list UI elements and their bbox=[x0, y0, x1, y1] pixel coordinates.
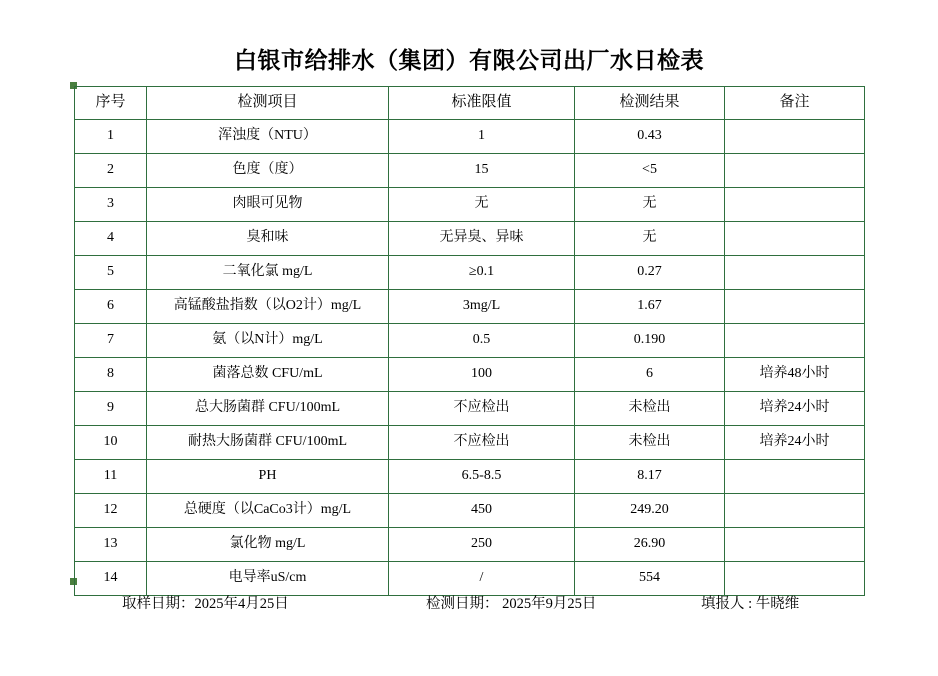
cell-note bbox=[725, 188, 865, 222]
table-row bbox=[75, 562, 865, 596]
cell-std: 3mg/L bbox=[389, 290, 575, 324]
cell-item: 高锰酸盐指数（以O2计）mg/L bbox=[147, 290, 389, 324]
cell-item: 氯化物 mg/L bbox=[147, 528, 389, 562]
column-header-no: 序号 bbox=[75, 87, 147, 120]
table-row bbox=[75, 188, 865, 222]
cell-note bbox=[725, 256, 865, 290]
table-row bbox=[75, 154, 865, 188]
cell-no: 6 bbox=[75, 290, 147, 324]
table-row bbox=[75, 222, 865, 256]
cell-no: 10 bbox=[75, 426, 147, 460]
cell-no: 11 bbox=[75, 460, 147, 494]
cell-note bbox=[725, 290, 865, 324]
table-row bbox=[75, 358, 865, 392]
test-date-label: 检测日期： 2025年9月25日 bbox=[426, 596, 597, 612]
cell-no: 3 bbox=[75, 188, 147, 222]
cell-item: 臭和味 bbox=[147, 222, 389, 256]
cell-std: 250 bbox=[389, 528, 575, 562]
cell-result: 8.17 bbox=[575, 460, 725, 494]
table-row bbox=[75, 290, 865, 324]
cell-result: 6 bbox=[575, 358, 725, 392]
cell-result: 554 bbox=[575, 562, 725, 596]
cell-std: ≥0.1 bbox=[389, 256, 575, 290]
filler-label: 填报人 : 牛晓维 bbox=[701, 596, 800, 612]
cell-item: 氨（以N计）mg/L bbox=[147, 324, 389, 358]
cell-result: 0.43 bbox=[575, 120, 725, 154]
cell-note bbox=[725, 562, 865, 596]
cell-std: 无 bbox=[389, 188, 575, 222]
cell-no: 8 bbox=[75, 358, 147, 392]
cell-note: 培养48小时 bbox=[725, 358, 865, 392]
table-header-row bbox=[75, 87, 865, 120]
water-quality-table bbox=[74, 86, 865, 596]
cell-std: 100 bbox=[389, 358, 575, 392]
cell-item: 电导率uS/cm bbox=[147, 562, 389, 596]
cell-result: 26.90 bbox=[575, 528, 725, 562]
cell-result: 249.20 bbox=[575, 494, 725, 528]
table-row bbox=[75, 494, 865, 528]
cell-result: <5 bbox=[575, 154, 725, 188]
cell-note: 培养24小时 bbox=[725, 392, 865, 426]
cell-note bbox=[725, 528, 865, 562]
cell-result: 无 bbox=[575, 188, 725, 222]
cell-result: 1.67 bbox=[575, 290, 725, 324]
cell-note: 培养24小时 bbox=[725, 426, 865, 460]
cell-std: 15 bbox=[389, 154, 575, 188]
table-row bbox=[75, 256, 865, 290]
cell-no: 5 bbox=[75, 256, 147, 290]
cell-no: 9 bbox=[75, 392, 147, 426]
cell-item: 耐热大肠菌群 CFU/100mL bbox=[147, 426, 389, 460]
table-row bbox=[75, 460, 865, 494]
cell-no: 1 bbox=[75, 120, 147, 154]
cell-note bbox=[725, 460, 865, 494]
cell-item: 菌落总数 CFU/mL bbox=[147, 358, 389, 392]
cell-note bbox=[725, 154, 865, 188]
cell-no: 14 bbox=[75, 562, 147, 596]
cell-std: 不应检出 bbox=[389, 392, 575, 426]
cell-result: 未检出 bbox=[575, 426, 725, 460]
cell-std: 1 bbox=[389, 120, 575, 154]
cell-no: 13 bbox=[75, 528, 147, 562]
cell-result: 0.27 bbox=[575, 256, 725, 290]
cell-no: 7 bbox=[75, 324, 147, 358]
table-row bbox=[75, 528, 865, 562]
cell-no: 4 bbox=[75, 222, 147, 256]
cell-item: 二氧化氯 mg/L bbox=[147, 256, 389, 290]
table-body bbox=[75, 120, 865, 596]
table-header bbox=[75, 87, 865, 120]
table-row bbox=[75, 120, 865, 154]
table-row bbox=[75, 324, 865, 358]
column-header-result: 检测结果 bbox=[575, 87, 725, 120]
cell-std: 450 bbox=[389, 494, 575, 528]
cell-item: 肉眼可见物 bbox=[147, 188, 389, 222]
cell-std: 0.5 bbox=[389, 324, 575, 358]
cell-item: 总大肠菌群 CFU/100mL bbox=[147, 392, 389, 426]
cell-note bbox=[725, 494, 865, 528]
cell-note bbox=[725, 324, 865, 358]
cell-result: 0.190 bbox=[575, 324, 725, 358]
cell-item: 浑浊度（NTU） bbox=[147, 120, 389, 154]
cell-item: 色度（度） bbox=[147, 154, 389, 188]
cell-std: / bbox=[389, 562, 575, 596]
table-row bbox=[75, 392, 865, 426]
cell-std: 6.5-8.5 bbox=[389, 460, 575, 494]
cell-result: 无 bbox=[575, 222, 725, 256]
cell-std: 不应检出 bbox=[389, 426, 575, 460]
sample-date-label: 取样日期：2025年4月25日 bbox=[122, 596, 289, 612]
cell-item: PH bbox=[147, 460, 389, 494]
cell-note bbox=[725, 120, 865, 154]
cell-result: 未检出 bbox=[575, 392, 725, 426]
footer bbox=[74, 592, 864, 616]
cell-std: 无异臭、异味 bbox=[389, 222, 575, 256]
cell-item: 总硬度（以CaCo3计）mg/L bbox=[147, 494, 389, 528]
column-header-std: 标准限值 bbox=[389, 87, 575, 120]
page-title: 白银市给排水（集团）有限公司出厂水日检表 bbox=[234, 47, 704, 74]
cell-note bbox=[725, 222, 865, 256]
column-header-item: 检测项目 bbox=[147, 87, 389, 120]
cell-no: 12 bbox=[75, 494, 147, 528]
cell-no: 2 bbox=[75, 154, 147, 188]
column-header-note: 备注 bbox=[725, 87, 865, 120]
table-row bbox=[75, 426, 865, 460]
